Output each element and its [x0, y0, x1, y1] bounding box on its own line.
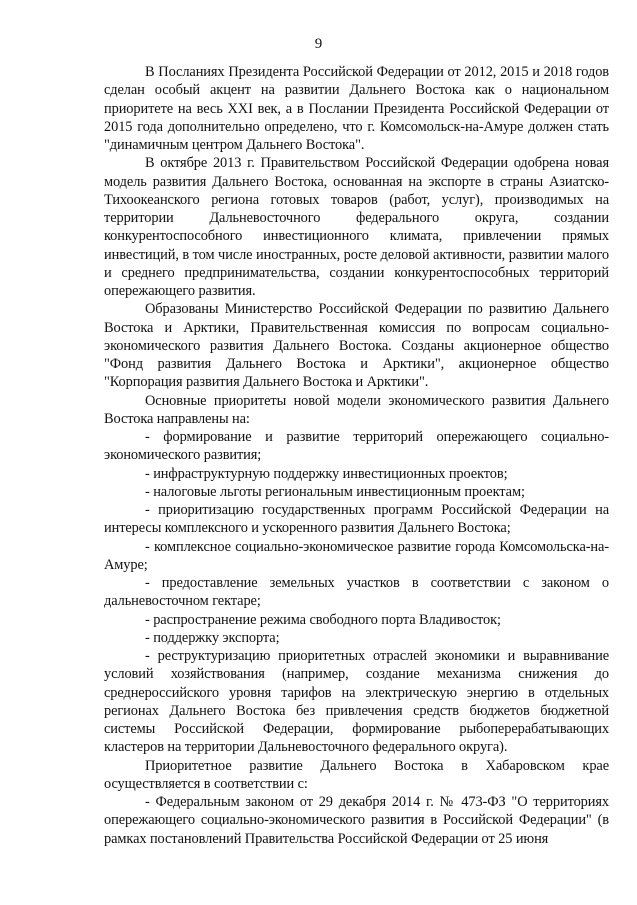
page-number: 9 [314, 36, 323, 52]
list-item: - поддержку экспорта; [145, 629, 280, 646]
list-item: - реструктуризацию приоритетных отраслей экономики и выравнивание условий хозяйствования (например, создание механизма снижения до среднероссийского уровня тарифов на электрическую энергию в отдельных регионах Дальнего Востока без привлечения средств бюджетов бюджетной системы Российской Федерации, формирование рыбоперерабатывающих кластеров на территории Дальневосточного федерального округа). [104, 648, 609, 756]
document-body [104, 63, 609, 848]
list-item: - Федеральным законом от 29 декабря 2014 г. № 473-ФЗ "О территориях опережающего социально-экономического развития в Российской Федерации" (в рамках постановлений Правительства Российской Федерации от 25 июня [104, 794, 609, 847]
paragraph-presidential-messages: В Посланиях Президента Российской Федерации от 2012, 2015 и 2018 годов сделан особый акцент на развитии Дальнего Востока как о национальном приоритете на весь XXI век, а в Послании Президента Российской Федерации от 2015 года дополнительно определено, что г. Комсомольск-на-Амуре должен стать "динамичным центром Дальнего Востока". [104, 64, 609, 153]
list-item: - комплексное социально-экономическое развитие города Комсомольска-на-Амуре; [104, 538, 609, 573]
list-item: - формирование и развитие территорий опережающего социально-экономического развития; [104, 429, 609, 464]
paragraph-development-model: В октябре 2013 г. Правительством Российской Федерации одобрена новая модель развития Дальнего Востока, основанная на экспорте в страны Азиатско-Тихоокеанского региона готовых товаров (работ, услуг), производимых на территории Дальневосточного федерального округа, создании конкурентоспособного инвестиционного климата, привлечении прямых инвестиций, в том числе иностранных, росте деловой активности, развитии малого и среднего предпринимательства, создании конкурентоспособных территорий опережающего развития. [104, 155, 609, 299]
paragraph-khabarovsk-development: Приоритетное развитие Дальнего Востока в Хабаровском крае осуществляется в соответствии с: [104, 757, 609, 792]
list-item: - предоставление земельных участков в соответствии с законом о дальневосточном гектаре; [104, 575, 609, 610]
list-item: - инфраструктурную поддержку инвестиционных проектов; [145, 465, 508, 482]
list-item: - приоритизацию государственных программ Российской Федерации на интересы комплексного и ускоренного развития Дальнего Востока; [104, 502, 609, 537]
paragraph-institutions: Образованы Министерство Российской Федерации по развитию Дальнего Востока и Арктики, Правительственная комиссия по вопросам социально-экономического развития Дальнего Востока. Созданы акционерное общество "Фонд развития Дальнего Востока и Арктики", акционерное общество "Корпорация развития Дальнего Востока и Арктики". [104, 301, 609, 391]
list-item: - налоговые льготы региональным инвестиционным проектам; [145, 483, 525, 500]
list-item: - распространение режима свободного порта Владивосток; [145, 611, 501, 628]
paragraph-priorities-intro: Основные приоритеты новой модели экономического развития Дальнего Востока направлены на: [104, 392, 609, 427]
